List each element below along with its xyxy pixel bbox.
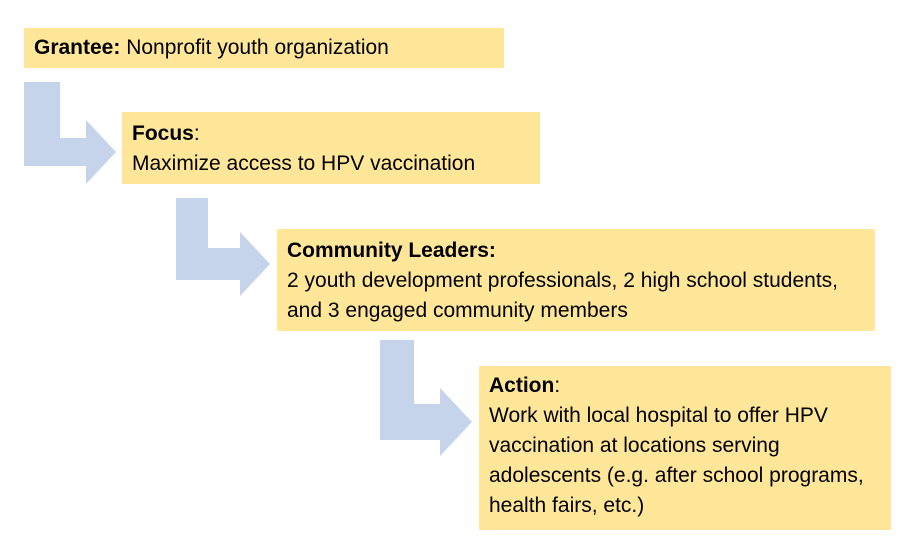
step-focus [122, 112, 540, 184]
grantee-text: Nonprofit youth organization [120, 36, 389, 59]
arrow-grantee-to-focus [24, 82, 116, 184]
focus-text: Maximize access to HPV vaccination [132, 152, 476, 175]
arrow-focus-to-leaders [176, 198, 270, 296]
leaders-label: Community Leaders: [287, 239, 496, 262]
focus-separator: : [193, 122, 200, 145]
leaders-text: 2 youth development professionals, 2 high school students, and 3 engaged community members [287, 269, 839, 322]
grantee-label: Grantee: [34, 36, 121, 59]
step-community-leaders [277, 229, 875, 331]
action-text: Work with local hospital to offer HPV vaccination at locations serving adolescents (e.g. after school programs, health fairs, etc.) [489, 404, 864, 517]
action-label: Action [489, 374, 555, 397]
action-separator: : [554, 374, 561, 397]
step-grantee [24, 28, 504, 68]
focus-label: Focus [132, 122, 194, 145]
arrow-leaders-to-action [380, 340, 472, 456]
step-action [479, 366, 891, 530]
